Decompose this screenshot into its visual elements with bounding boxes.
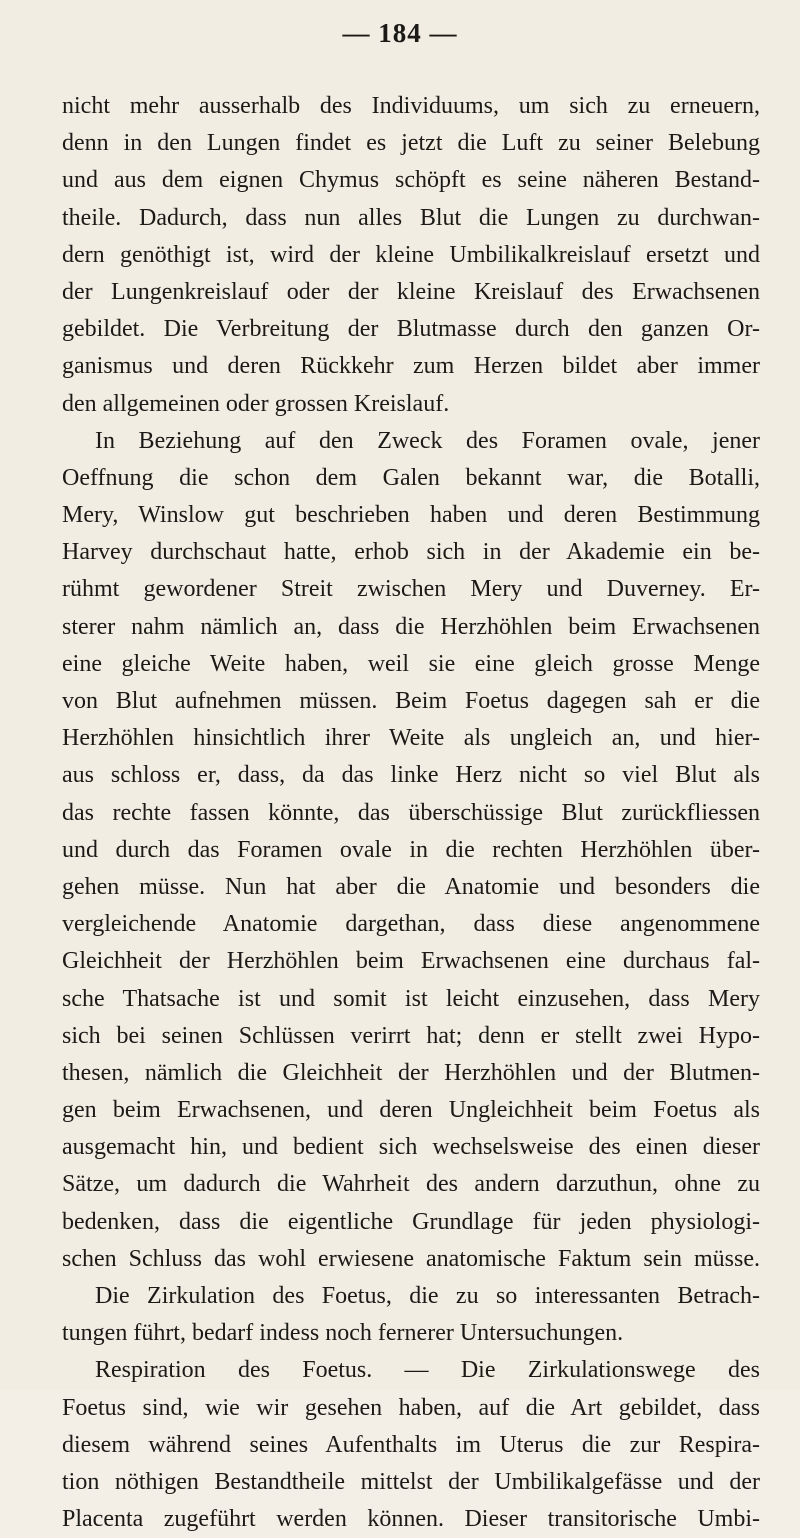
text-line: Placenta zugeführt werden können. Dieser transitorische Umbi- <box>62 1506 760 1533</box>
text-line: ausgemacht hin, und bedient sich wechselsweise des einen dieser <box>62 1134 760 1161</box>
text-line: gebildet. Die Verbreitung der Blutmasse durch den ganzen Or- <box>62 316 760 343</box>
text-line: Herzhöhlen hinsichtlich ihrer Weite als ungleich an, und hier- <box>62 725 760 752</box>
text-line: bedenken, dass die eigentliche Grundlage für jeden physiologi- <box>62 1208 760 1235</box>
body-text <box>62 88 760 1538</box>
text-line: sich bei seinen Schlüssen verirrt hat; denn er stellt zwei Hypo- <box>62 1022 760 1049</box>
text-line: Harvey durchschaut hatte, erhob sich in der Akademie ein be- <box>62 539 760 566</box>
paragraph-start-line: In Beziehung auf den Zweck des Foramen ovale, jener <box>95 427 760 454</box>
text-line: diesem während seines Aufenthalts im Uterus die zur Respira- <box>62 1431 760 1458</box>
page-number: — 184 — <box>342 18 458 48</box>
text-line: theile. Dadurch, dass nun alles Blut die Lungen zu durchwan- <box>62 204 760 231</box>
text-line: Foetus sind, wie wir gesehen haben, auf die Art gebildet, dass <box>62 1394 760 1421</box>
text-line: sterer nahm nämlich an, dass die Herzhöhlen beim Erwachsenen <box>62 613 760 640</box>
text-line: nicht mehr ausserhalb des Individuums, um sich zu erneuern, <box>62 93 760 119</box>
text-line: sche Thatsache ist und somit ist leicht einzusehen, dass Mery <box>62 985 760 1012</box>
text-line: thesen, nämlich die Gleichheit der Herzhöhlen und der Blutmen- <box>62 1059 760 1086</box>
text-line: und aus dem eignen Chymus schöpft es seine näheren Bestand- <box>62 167 760 194</box>
text-line: gehen müsse. Nun hat aber die Anatomie und besonders die <box>62 873 760 900</box>
text-line: ganismus und deren Rückkehr zum Herzen bildet aber immer <box>62 353 760 380</box>
text-line: aus schloss er, dass, da das linke Herz nicht so viel Blut als <box>62 762 760 789</box>
paragraph-start-line: Die Zirkulation des Foetus, die zu so interessanten Betrach- <box>95 1283 760 1309</box>
text-line: eine gleiche Weite haben, weil sie eine gleich grosse Menge <box>62 650 760 677</box>
text-line: und durch das Foramen ovale in die rechten Herzhöhlen über- <box>62 836 760 863</box>
text-line: rühmt gewordener Streit zwischen Mery und Duverney. Er- <box>62 576 760 603</box>
text-line: denn in den Lungen findet es jetzt die Luft zu seiner Belebung <box>62 130 760 157</box>
text-line: Sätze, um dadurch die Wahrheit des andern darzuthun, ohne zu <box>62 1171 760 1198</box>
text-line: der Lungenkreislauf oder der kleine Kreislauf des Erwachsenen <box>62 278 760 305</box>
text-line: tion nöthigen Bestandtheile mittelst der Umbilikalgefässe und der <box>62 1468 760 1495</box>
text-line: Oeffnung die schon dem Galen bekannt war, die Botalli, <box>62 464 760 491</box>
section-heading-line: Respiration des Foetus. — Die Zirkulationswege des <box>95 1357 760 1384</box>
text-line: das rechte fassen könnte, das überschüssige Blut zurückfliessen <box>62 799 760 826</box>
text-line: gen beim Erwachsenen, und deren Ungleichheit beim Foetus als <box>62 1097 760 1124</box>
text-line: von Blut aufnehmen müssen. Beim Foetus dagegen sah er die <box>62 688 760 714</box>
text-line: dern genöthigt ist, wird der kleine Umbilikalkreislauf ersetzt und <box>62 241 760 268</box>
text-line: tungen führt, bedarf indess noch fernerer Untersuchungen. <box>62 1320 624 1347</box>
text-line: den allgemeinen oder grossen Kreislauf. <box>62 390 450 417</box>
text-line: vergleichende Anatomie dargethan, dass diese angenommene <box>62 911 760 938</box>
text-line: schen Schluss das wohl erwiesene anatomische Faktum sein müsse. <box>62 1245 760 1272</box>
text-line: Mery, Winslow gut beschrieben haben und deren Bestimmung <box>62 502 760 529</box>
text-line: Gleichheit der Herzhöhlen beim Erwachsenen eine durchaus fal- <box>62 948 760 975</box>
